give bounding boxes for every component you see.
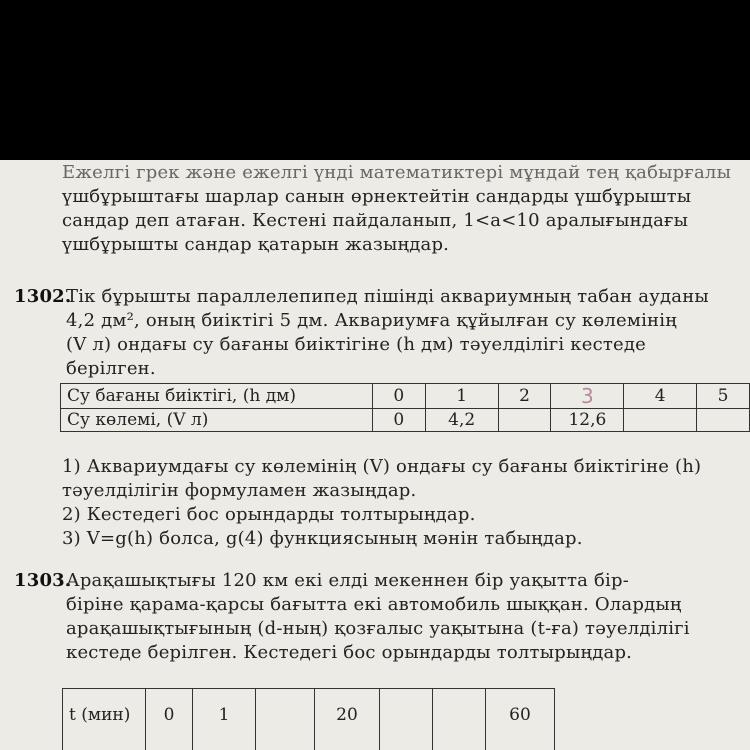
table-row <box>61 384 750 409</box>
table-cell: 60 <box>486 689 555 750</box>
distance-time-table <box>62 688 555 750</box>
table-row <box>63 689 555 750</box>
problem-1303-line-2: біріне қарама-қарсы бағытта екі автомобиль шыққан. Олардың <box>66 594 682 615</box>
table-cell <box>433 689 486 750</box>
problem-1303-number: 1303. <box>14 570 72 591</box>
table-row <box>61 409 750 432</box>
water-volume-table <box>60 383 750 432</box>
table-cell: 20 <box>315 689 380 750</box>
table-cell: 4 <box>624 384 697 409</box>
table-cell: 2 <box>498 384 551 409</box>
problem-1302-line-1: Тік бұрышты параллелепипед пішінді аквариумның табан ауданы <box>66 286 709 307</box>
problem-1303-line-4: кестеде берілген. Кестедегі бос орындарды толтырыңдар. <box>66 642 633 663</box>
table-header-height: Су бағаны биіктігі, (h дм) <box>61 384 373 409</box>
task-3: 3) V=g(h) болса, g(4) функциясының мәнін табыңдар. <box>62 528 583 549</box>
table-cell: 4,2 <box>425 409 498 432</box>
table-cell: 1 <box>193 689 256 750</box>
table-cell <box>697 409 750 432</box>
table-cell <box>624 409 697 432</box>
table-cell <box>256 689 315 750</box>
intro-line-2: үшбұрыштағы шарлар санын өрнектейтін сандарды үшбұрышты <box>62 186 692 207</box>
table-header-volume: Су көлемі, (V л) <box>61 409 373 432</box>
table-cell <box>498 409 551 432</box>
task-1-line-2: тәуелділігін формуламен жазыңдар. <box>62 480 417 501</box>
problem-1303-line-3: арақашықтығының (d-ның) қозғалыс уақытына (t-ға) тәуелділігі <box>66 618 690 639</box>
problem-1302-line-3: (V л) ондағы су бағаны биіктігіне (h дм) тәуелділігі кестеде <box>66 334 647 355</box>
problem-1302-number: 1302. <box>14 286 72 307</box>
table-cell: 0 <box>372 409 425 432</box>
table-cell: 1 <box>425 384 498 409</box>
table-cell <box>380 689 433 750</box>
task-2: 2) Кестедегі бос орындарды толтырыңдар. <box>62 504 476 525</box>
textbook-page <box>0 160 750 750</box>
table-header-time: t (мин) <box>63 689 146 750</box>
table-cell: 12,6 <box>551 409 624 432</box>
problem-1302-line-4: берілген. <box>66 358 156 379</box>
problem-1302-line-2: 4,2 дм², оның биіктігі 5 дм. Аквариумға құйылған су көлемінің <box>66 310 677 331</box>
table-cell: 5 <box>697 384 750 409</box>
intro-line-4: үшбұрышты сандар қатарын жазыңдар. <box>62 234 450 255</box>
table-cell: 0 <box>146 689 193 750</box>
problem-1303-line-1: Арақашықтығы 120 км екі елді мекеннен бір уақытта бір- <box>66 570 630 591</box>
table-cell-handwritten: 3 <box>551 384 624 409</box>
intro-line-1: Ежелгі грек және ежелгі үнді математиктері мұндай тең қабырғалы <box>62 162 732 183</box>
task-1-line-1: 1) Аквариумдағы су көлемінің (V) ондағы су бағаны биіктігіне (h) <box>62 456 702 477</box>
table-cell: 0 <box>372 384 425 409</box>
intro-line-3: сандар деп атаған. Кестені пайдаланып, 1<a<10 аралығындағы <box>62 210 689 231</box>
